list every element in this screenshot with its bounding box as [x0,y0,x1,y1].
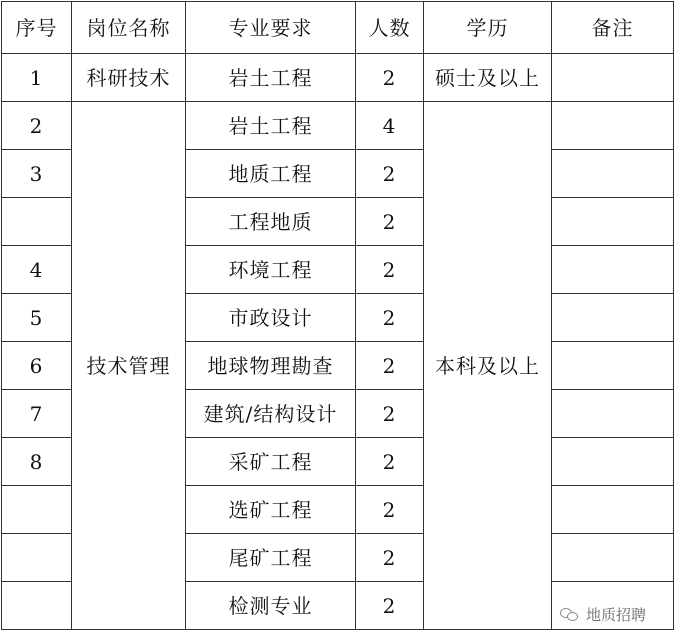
row-major: 市政设计 [186,294,356,342]
watermark [560,604,646,625]
row-major: 尾矿工程 [186,534,356,582]
row-count: 2 [356,582,424,630]
row-no: 4 [2,246,72,294]
row-major: 工程地质 [186,198,356,246]
row-major: 检测专业 [186,582,356,630]
row-no [2,486,72,534]
row-remark [552,342,674,390]
row-remark [552,390,674,438]
row-remark [552,198,674,246]
row-count: 2 [356,342,424,390]
position-management: 技术管理 [72,102,186,630]
row-count: 2 [356,390,424,438]
row-major: 建筑/结构设计 [186,390,356,438]
wechat-icon [560,607,580,623]
position-research: 科研技术 [72,54,186,102]
header-no: 序号 [2,2,72,54]
row-no: 1 [2,54,72,102]
row-major: 岩土工程 [186,54,356,102]
row-no: 8 [2,438,72,486]
row-count: 2 [356,54,424,102]
row-count: 2 [356,294,424,342]
header-position: 岗位名称 [72,2,186,54]
row-count: 2 [356,246,424,294]
row-count: 2 [356,438,424,486]
header-remark: 备注 [552,2,674,54]
row-count: 2 [356,534,424,582]
table-row [2,54,674,102]
education-bachelors: 本科及以上 [424,102,552,630]
row-count: 2 [356,150,424,198]
header-major: 专业要求 [186,2,356,54]
row-remark [552,486,674,534]
row-remark [552,150,674,198]
row-no [2,534,72,582]
row-major: 采矿工程 [186,438,356,486]
row-major: 地球物理勘查 [186,342,356,390]
row-remark [552,54,674,102]
watermark-text: 地质招聘 [586,606,647,624]
row-remark [552,438,674,486]
row-no [2,582,72,630]
row-major: 选矿工程 [186,486,356,534]
recruitment-table [1,1,674,630]
row-no: 6 [2,342,72,390]
row-no: 7 [2,390,72,438]
row-no: 3 [2,150,72,198]
header-education: 学历 [424,2,552,54]
row-no: 5 [2,294,72,342]
row-remark [552,246,674,294]
row-count: 2 [356,198,424,246]
row-remark [552,294,674,342]
header-row [2,2,674,54]
row-major: 环境工程 [186,246,356,294]
row-remark [552,102,674,150]
row-count: 4 [356,102,424,150]
row-remark [552,534,674,582]
row-no: 2 [2,102,72,150]
row-major: 地质工程 [186,150,356,198]
row-count: 2 [356,486,424,534]
header-count: 人数 [356,2,424,54]
row-major: 岩土工程 [186,102,356,150]
table-row [2,102,674,150]
education-masters: 硕士及以上 [424,54,552,102]
row-no [2,198,72,246]
